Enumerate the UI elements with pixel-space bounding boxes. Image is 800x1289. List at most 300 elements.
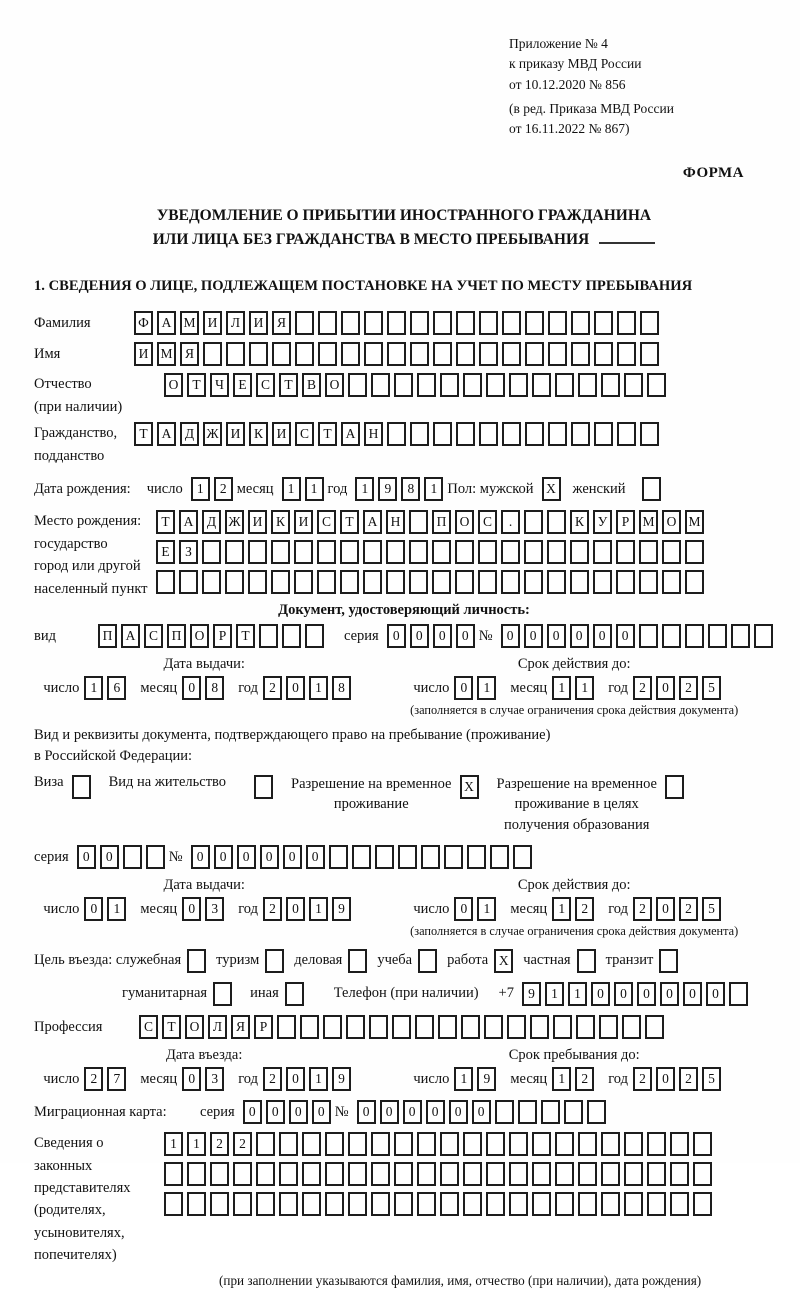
- char-cell[interactable]: И: [294, 510, 313, 534]
- char-cell[interactable]: [647, 1162, 666, 1186]
- char-cell[interactable]: 2: [263, 676, 282, 700]
- doc-issue-day-cells[interactable]: [84, 676, 130, 700]
- char-cell[interactable]: [640, 422, 659, 446]
- char-cell[interactable]: [479, 311, 498, 335]
- char-cell[interactable]: [440, 373, 459, 397]
- char-cell[interactable]: С: [144, 624, 163, 648]
- stay-month-cells[interactable]: [552, 1067, 598, 1091]
- char-cell[interactable]: [640, 342, 659, 366]
- char-cell[interactable]: 1: [309, 676, 328, 700]
- char-cell[interactable]: [363, 540, 382, 564]
- char-cell[interactable]: [548, 342, 567, 366]
- char-cell[interactable]: [432, 540, 451, 564]
- char-cell[interactable]: [670, 1132, 689, 1156]
- char-cell[interactable]: [685, 570, 704, 594]
- char-cell[interactable]: [555, 1192, 574, 1216]
- char-cell[interactable]: 0: [100, 845, 119, 869]
- char-cell[interactable]: [271, 570, 290, 594]
- char-cell[interactable]: 0: [410, 624, 429, 648]
- char-cell[interactable]: [486, 1132, 505, 1156]
- char-cell[interactable]: 2: [633, 1067, 652, 1091]
- char-cell[interactable]: О: [325, 373, 344, 397]
- char-cell[interactable]: [371, 1192, 390, 1216]
- char-cell[interactable]: 1: [191, 477, 210, 501]
- residence-valid-month-cells[interactable]: [552, 897, 598, 921]
- char-cell[interactable]: [576, 1015, 595, 1039]
- char-cell[interactable]: [570, 570, 589, 594]
- purpose-tourism-checkbox[interactable]: [265, 949, 288, 973]
- char-cell[interactable]: [639, 540, 658, 564]
- char-cell[interactable]: [639, 624, 658, 648]
- char-cell[interactable]: [479, 342, 498, 366]
- char-cell[interactable]: У: [593, 510, 612, 534]
- char-cell[interactable]: [256, 1132, 275, 1156]
- char-cell[interactable]: [624, 1132, 643, 1156]
- char-cell[interactable]: [524, 540, 543, 564]
- char-cell[interactable]: Р: [254, 1015, 273, 1039]
- char-cell[interactable]: И: [226, 422, 245, 446]
- char-cell[interactable]: [571, 311, 590, 335]
- char-cell[interactable]: [438, 1015, 457, 1039]
- char-cell[interactable]: [394, 373, 413, 397]
- char-cell[interactable]: [294, 540, 313, 564]
- char-cell[interactable]: [486, 1162, 505, 1186]
- char-cell[interactable]: [577, 949, 596, 973]
- char-cell[interactable]: [369, 1015, 388, 1039]
- birthplace-row2-cells[interactable]: [156, 540, 708, 564]
- char-cell[interactable]: [410, 422, 429, 446]
- char-cell[interactable]: [72, 775, 91, 799]
- stay-year-cells[interactable]: [633, 1067, 725, 1091]
- char-cell[interactable]: [616, 570, 635, 594]
- char-cell[interactable]: [532, 1132, 551, 1156]
- char-cell[interactable]: Т: [162, 1015, 181, 1039]
- char-cell[interactable]: [409, 540, 428, 564]
- char-cell[interactable]: [532, 1192, 551, 1216]
- char-cell[interactable]: [478, 540, 497, 564]
- migration-number-cells[interactable]: [357, 1100, 610, 1124]
- char-cell[interactable]: [433, 342, 452, 366]
- patronymic-cells[interactable]: [164, 373, 670, 397]
- char-cell[interactable]: [601, 1162, 620, 1186]
- char-cell[interactable]: 9: [477, 1067, 496, 1091]
- char-cell[interactable]: [387, 342, 406, 366]
- char-cell[interactable]: [348, 373, 367, 397]
- char-cell[interactable]: Н: [364, 422, 383, 446]
- char-cell[interactable]: [415, 1015, 434, 1039]
- entry-month-cells[interactable]: [182, 1067, 228, 1091]
- char-cell[interactable]: [421, 845, 440, 869]
- char-cell[interactable]: К: [249, 422, 268, 446]
- char-cell[interactable]: [622, 1015, 641, 1039]
- char-cell[interactable]: 0: [524, 624, 543, 648]
- visa-checkbox[interactable]: [72, 775, 95, 799]
- doc-valid-year-cells[interactable]: [633, 676, 725, 700]
- char-cell[interactable]: [555, 373, 574, 397]
- char-cell[interactable]: 2: [679, 1067, 698, 1091]
- char-cell[interactable]: 1: [477, 897, 496, 921]
- char-cell[interactable]: О: [455, 510, 474, 534]
- char-cell[interactable]: [202, 540, 221, 564]
- phone-cells[interactable]: [522, 982, 752, 1006]
- char-cell[interactable]: 8: [205, 676, 224, 700]
- char-cell[interactable]: 2: [633, 676, 652, 700]
- char-cell[interactable]: [578, 1132, 597, 1156]
- char-cell[interactable]: [601, 373, 620, 397]
- char-cell[interactable]: 0: [547, 624, 566, 648]
- char-cell[interactable]: [564, 1100, 583, 1124]
- purpose-study-checkbox[interactable]: [418, 949, 441, 973]
- char-cell[interactable]: [394, 1132, 413, 1156]
- char-cell[interactable]: [254, 775, 273, 799]
- char-cell[interactable]: [479, 422, 498, 446]
- char-cell[interactable]: [662, 624, 681, 648]
- char-cell[interactable]: М: [157, 342, 176, 366]
- char-cell[interactable]: А: [179, 510, 198, 534]
- char-cell[interactable]: Е: [233, 373, 252, 397]
- char-cell[interactable]: [486, 373, 505, 397]
- char-cell[interactable]: [593, 570, 612, 594]
- purpose-work-checkbox[interactable]: [494, 949, 517, 973]
- char-cell[interactable]: [164, 1162, 183, 1186]
- purpose-humanitarian-checkbox[interactable]: [213, 982, 236, 1006]
- char-cell[interactable]: Я: [180, 342, 199, 366]
- char-cell[interactable]: Ж: [225, 510, 244, 534]
- char-cell[interactable]: [265, 949, 284, 973]
- char-cell[interactable]: [548, 422, 567, 446]
- char-cell[interactable]: [417, 1162, 436, 1186]
- char-cell[interactable]: А: [157, 311, 176, 335]
- char-cell[interactable]: [346, 1015, 365, 1039]
- char-cell[interactable]: 0: [84, 897, 103, 921]
- char-cell[interactable]: 3: [205, 897, 224, 921]
- char-cell[interactable]: [729, 982, 748, 1006]
- char-cell[interactable]: С: [478, 510, 497, 534]
- char-cell[interactable]: О: [185, 1015, 204, 1039]
- char-cell[interactable]: [444, 845, 463, 869]
- doc-valid-month-cells[interactable]: [552, 676, 598, 700]
- char-cell[interactable]: [502, 342, 521, 366]
- char-cell[interactable]: 5: [702, 1067, 721, 1091]
- char-cell[interactable]: [495, 1100, 514, 1124]
- char-cell[interactable]: [248, 570, 267, 594]
- char-cell[interactable]: [578, 1162, 597, 1186]
- char-cell[interactable]: [256, 1162, 275, 1186]
- char-cell[interactable]: [432, 570, 451, 594]
- char-cell[interactable]: 0: [433, 624, 452, 648]
- char-cell[interactable]: [364, 342, 383, 366]
- char-cell[interactable]: 0: [266, 1100, 285, 1124]
- char-cell[interactable]: [279, 1132, 298, 1156]
- char-cell[interactable]: [578, 1192, 597, 1216]
- char-cell[interactable]: [502, 311, 521, 335]
- char-cell[interactable]: [555, 1132, 574, 1156]
- char-cell[interactable]: [455, 570, 474, 594]
- char-cell[interactable]: [463, 1132, 482, 1156]
- char-cell[interactable]: [394, 1162, 413, 1186]
- char-cell[interactable]: [398, 845, 417, 869]
- char-cell[interactable]: [417, 1192, 436, 1216]
- profession-cells[interactable]: [139, 1015, 668, 1039]
- purpose-transit-checkbox[interactable]: [659, 949, 682, 973]
- char-cell[interactable]: П: [98, 624, 117, 648]
- char-cell[interactable]: [532, 1162, 551, 1186]
- doc-number-cells[interactable]: [501, 624, 777, 648]
- char-cell[interactable]: И: [249, 311, 268, 335]
- char-cell[interactable]: [271, 540, 290, 564]
- char-cell[interactable]: 0: [456, 624, 475, 648]
- char-cell[interactable]: [599, 1015, 618, 1039]
- citizenship-cells[interactable]: [134, 422, 663, 446]
- char-cell[interactable]: Ф: [134, 311, 153, 335]
- char-cell[interactable]: 0: [243, 1100, 262, 1124]
- residence-valid-year-cells[interactable]: [633, 897, 725, 921]
- char-cell[interactable]: М: [180, 311, 199, 335]
- char-cell[interactable]: 2: [679, 676, 698, 700]
- char-cell[interactable]: [410, 342, 429, 366]
- char-cell[interactable]: [187, 949, 206, 973]
- char-cell[interactable]: 2: [679, 897, 698, 921]
- char-cell[interactable]: В: [302, 373, 321, 397]
- char-cell[interactable]: [394, 1192, 413, 1216]
- char-cell[interactable]: С: [317, 510, 336, 534]
- firstname-cells[interactable]: [134, 342, 663, 366]
- char-cell[interactable]: О: [662, 510, 681, 534]
- char-cell[interactable]: [547, 510, 566, 534]
- char-cell[interactable]: [225, 540, 244, 564]
- char-cell[interactable]: 0: [683, 982, 702, 1006]
- char-cell[interactable]: 1: [84, 676, 103, 700]
- temp-residence-checkbox[interactable]: [460, 775, 483, 799]
- char-cell[interactable]: [642, 477, 661, 501]
- char-cell[interactable]: [371, 1132, 390, 1156]
- char-cell[interactable]: 0: [616, 624, 635, 648]
- char-cell[interactable]: 0: [403, 1100, 422, 1124]
- char-cell[interactable]: [553, 1015, 572, 1039]
- char-cell[interactable]: П: [432, 510, 451, 534]
- char-cell[interactable]: 2: [233, 1132, 252, 1156]
- char-cell[interactable]: 0: [182, 897, 201, 921]
- char-cell[interactable]: [509, 1192, 528, 1216]
- char-cell[interactable]: [601, 1132, 620, 1156]
- char-cell[interactable]: И: [134, 342, 153, 366]
- purpose-business-checkbox[interactable]: [348, 949, 371, 973]
- char-cell[interactable]: [348, 949, 367, 973]
- residence-number-cells[interactable]: [191, 845, 536, 869]
- char-cell[interactable]: [467, 845, 486, 869]
- char-cell[interactable]: 2: [575, 897, 594, 921]
- char-cell[interactable]: [233, 1192, 252, 1216]
- char-cell[interactable]: 2: [575, 1067, 594, 1091]
- char-cell[interactable]: Т: [340, 510, 359, 534]
- char-cell[interactable]: [640, 311, 659, 335]
- char-cell[interactable]: [156, 570, 175, 594]
- char-cell[interactable]: 0: [454, 676, 473, 700]
- char-cell[interactable]: [203, 342, 222, 366]
- char-cell[interactable]: [617, 422, 636, 446]
- char-cell[interactable]: [364, 311, 383, 335]
- char-cell[interactable]: Т: [279, 373, 298, 397]
- char-cell[interactable]: [456, 342, 475, 366]
- char-cell[interactable]: [525, 422, 544, 446]
- char-cell[interactable]: [213, 982, 232, 1006]
- char-cell[interactable]: 0: [656, 1067, 675, 1091]
- residence-issue-month-cells[interactable]: [182, 897, 228, 921]
- char-cell[interactable]: [348, 1162, 367, 1186]
- char-cell[interactable]: [456, 311, 475, 335]
- char-cell[interactable]: 5: [702, 897, 721, 921]
- char-cell[interactable]: [285, 982, 304, 1006]
- char-cell[interactable]: [440, 1162, 459, 1186]
- char-cell[interactable]: [433, 311, 452, 335]
- char-cell[interactable]: [325, 1132, 344, 1156]
- purpose-other-checkbox[interactable]: [285, 982, 308, 1006]
- char-cell[interactable]: 0: [237, 845, 256, 869]
- char-cell[interactable]: [555, 1162, 574, 1186]
- char-cell[interactable]: [210, 1162, 229, 1186]
- char-cell[interactable]: [410, 311, 429, 335]
- char-cell[interactable]: А: [157, 422, 176, 446]
- char-cell[interactable]: [233, 1162, 252, 1186]
- char-cell[interactable]: [341, 342, 360, 366]
- char-cell[interactable]: [594, 342, 613, 366]
- char-cell[interactable]: [647, 1132, 666, 1156]
- char-cell[interactable]: [363, 570, 382, 594]
- char-cell[interactable]: [317, 570, 336, 594]
- char-cell[interactable]: [645, 1015, 664, 1039]
- char-cell[interactable]: 0: [660, 982, 679, 1006]
- char-cell[interactable]: 9: [378, 477, 397, 501]
- char-cell[interactable]: [325, 1192, 344, 1216]
- char-cell[interactable]: [386, 540, 405, 564]
- char-cell[interactable]: [509, 1162, 528, 1186]
- char-cell[interactable]: 2: [633, 897, 652, 921]
- char-cell[interactable]: [409, 570, 428, 594]
- char-cell[interactable]: Р: [616, 510, 635, 534]
- char-cell[interactable]: [417, 373, 436, 397]
- char-cell[interactable]: [484, 1015, 503, 1039]
- char-cell[interactable]: Д: [202, 510, 221, 534]
- char-cell[interactable]: [571, 422, 590, 446]
- char-cell[interactable]: [348, 1132, 367, 1156]
- char-cell[interactable]: 0: [426, 1100, 445, 1124]
- char-cell[interactable]: [348, 1192, 367, 1216]
- char-cell[interactable]: 9: [332, 1067, 351, 1091]
- char-cell[interactable]: [210, 1192, 229, 1216]
- char-cell[interactable]: 0: [656, 897, 675, 921]
- char-cell[interactable]: [571, 342, 590, 366]
- char-cell[interactable]: [524, 510, 543, 534]
- char-cell[interactable]: [455, 540, 474, 564]
- char-cell[interactable]: [509, 373, 528, 397]
- purpose-official-checkbox[interactable]: [187, 949, 210, 973]
- char-cell[interactable]: 0: [289, 1100, 308, 1124]
- char-cell[interactable]: [708, 624, 727, 648]
- char-cell[interactable]: [256, 1192, 275, 1216]
- purpose-private-checkbox[interactable]: [577, 949, 600, 973]
- char-cell[interactable]: С: [295, 422, 314, 446]
- residence-issue-year-cells[interactable]: [263, 897, 355, 921]
- char-cell[interactable]: 0: [472, 1100, 491, 1124]
- char-cell[interactable]: [375, 845, 394, 869]
- char-cell[interactable]: [486, 1192, 505, 1216]
- char-cell[interactable]: [639, 570, 658, 594]
- char-cell[interactable]: [329, 845, 348, 869]
- char-cell[interactable]: О: [190, 624, 209, 648]
- char-cell[interactable]: 1: [305, 477, 324, 501]
- char-cell[interactable]: Н: [386, 510, 405, 534]
- char-cell[interactable]: 0: [182, 676, 201, 700]
- char-cell[interactable]: 0: [614, 982, 633, 1006]
- char-cell[interactable]: 2: [210, 1132, 229, 1156]
- char-cell[interactable]: [463, 1162, 482, 1186]
- char-cell[interactable]: [507, 1015, 526, 1039]
- char-cell[interactable]: 3: [205, 1067, 224, 1091]
- residence-issue-day-cells[interactable]: [84, 897, 130, 921]
- char-cell[interactable]: Ч: [210, 373, 229, 397]
- char-cell[interactable]: [294, 570, 313, 594]
- char-cell[interactable]: 0: [387, 624, 406, 648]
- char-cell[interactable]: 0: [214, 845, 233, 869]
- char-cell[interactable]: Т: [187, 373, 206, 397]
- char-cell[interactable]: [616, 540, 635, 564]
- char-cell[interactable]: 1: [552, 676, 571, 700]
- char-cell[interactable]: [662, 570, 681, 594]
- char-cell[interactable]: [547, 570, 566, 594]
- char-cell[interactable]: [440, 1192, 459, 1216]
- char-cell[interactable]: 0: [283, 845, 302, 869]
- char-cell[interactable]: [525, 342, 544, 366]
- char-cell[interactable]: [226, 342, 245, 366]
- char-cell[interactable]: [587, 1100, 606, 1124]
- char-cell[interactable]: .: [501, 510, 520, 534]
- char-cell[interactable]: [456, 422, 475, 446]
- char-cell[interactable]: [624, 1192, 643, 1216]
- char-cell[interactable]: И: [203, 311, 222, 335]
- char-cell[interactable]: [548, 311, 567, 335]
- char-cell[interactable]: [341, 311, 360, 335]
- char-cell[interactable]: [340, 570, 359, 594]
- doc-issue-month-cells[interactable]: [182, 676, 228, 700]
- char-cell[interactable]: М: [685, 510, 704, 534]
- char-cell[interactable]: [164, 1192, 183, 1216]
- birthplace-row1-cells[interactable]: [156, 510, 708, 534]
- char-cell[interactable]: [501, 540, 520, 564]
- char-cell[interactable]: [295, 311, 314, 335]
- char-cell[interactable]: [530, 1015, 549, 1039]
- char-cell[interactable]: 0: [357, 1100, 376, 1124]
- char-cell[interactable]: 0: [286, 897, 305, 921]
- char-cell[interactable]: [662, 540, 681, 564]
- char-cell[interactable]: [187, 1192, 206, 1216]
- char-cell[interactable]: [532, 373, 551, 397]
- char-cell[interactable]: 1: [575, 676, 594, 700]
- char-cell[interactable]: [670, 1192, 689, 1216]
- char-cell[interactable]: [617, 311, 636, 335]
- char-cell[interactable]: [685, 624, 704, 648]
- char-cell[interactable]: О: [164, 373, 183, 397]
- char-cell[interactable]: Я: [272, 311, 291, 335]
- char-cell[interactable]: К: [271, 510, 290, 534]
- char-cell[interactable]: 0: [449, 1100, 468, 1124]
- char-cell[interactable]: 1: [282, 477, 301, 501]
- char-cell[interactable]: 1: [309, 1067, 328, 1091]
- char-cell[interactable]: 0: [501, 624, 520, 648]
- char-cell[interactable]: [340, 540, 359, 564]
- char-cell[interactable]: [624, 373, 643, 397]
- residence-permit-checkbox[interactable]: [254, 775, 277, 799]
- char-cell[interactable]: [202, 570, 221, 594]
